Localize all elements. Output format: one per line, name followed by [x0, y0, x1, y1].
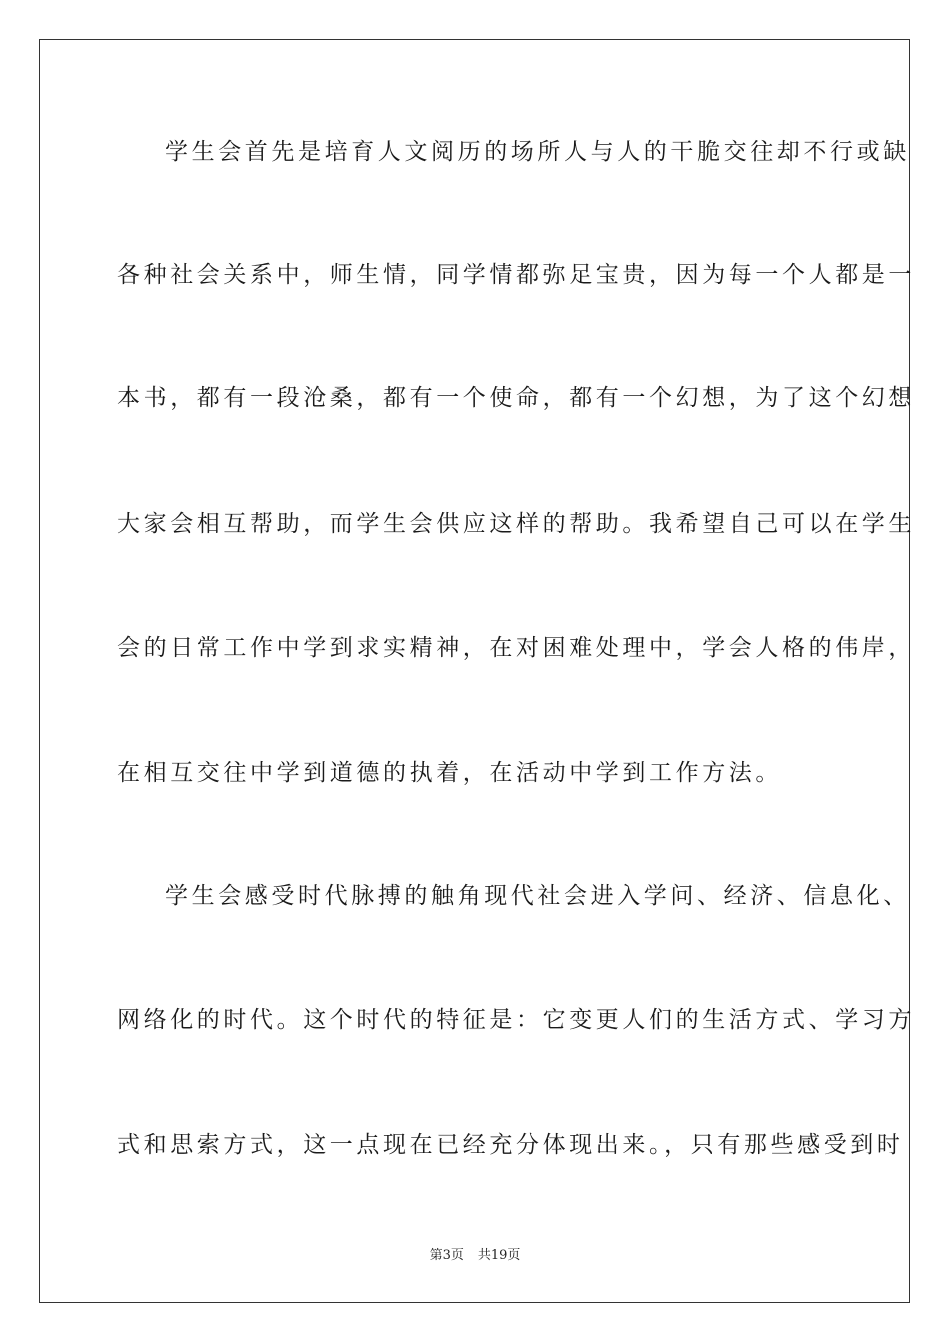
paragraph-line: 大家会相互帮助，而学生会供应这样的帮助。我希望自己可以在学生	[117, 511, 915, 537]
paragraph-line: 学生会感受时代脉搏的触角现代社会进入学问、经济、信息化、	[165, 883, 910, 909]
page-total: 共19页	[477, 1248, 521, 1263]
paragraph-line: 网络化的时代。这个时代的特征是：它变更人们的生活方式、学习方	[117, 1007, 915, 1033]
paragraph-line: 各种社会关系中，师生情，同学情都弥足宝贵，因为每一个人都是一	[117, 262, 915, 288]
page-footer	[0, 1246, 950, 1266]
paragraph-line: 式和思索方式，这一点现在已经充分体现出来。，只有那些感受到时	[117, 1132, 904, 1158]
page-number: 第3页	[429, 1248, 464, 1263]
paragraph-line: 会的日常工作中学到求实精神，在对困难处理中，学会人格的伟岸，	[117, 635, 915, 661]
paragraph-line: 学生会首先是培育人文阅历的场所人与人的干脆交往却不行或缺	[165, 139, 910, 165]
paragraph-line: 本书，都有一段沧桑，都有一个使命，都有一个幻想，为了这个幻想	[117, 385, 915, 411]
paragraph-line: 在相互交往中学到道德的执着，在活动中学到工作方法。	[117, 760, 782, 786]
page-border	[39, 39, 915, 1303]
